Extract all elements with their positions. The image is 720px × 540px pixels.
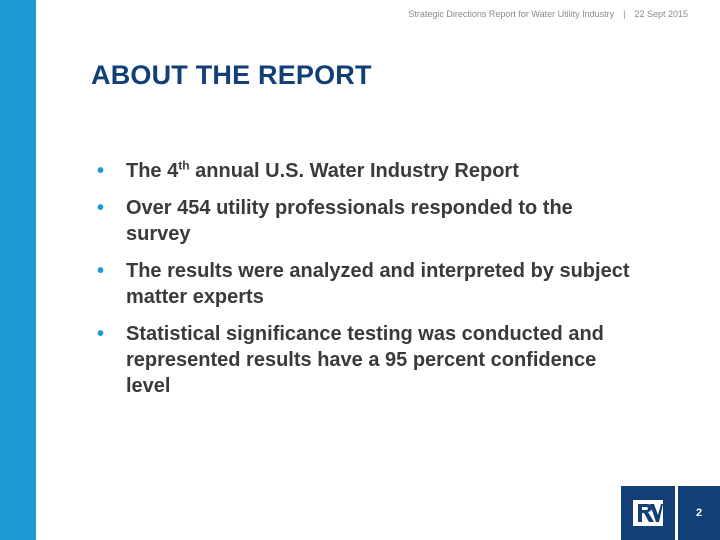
- bullet-text: The 4th annual U.S. Water Industry Report: [126, 158, 519, 182]
- bullet-text: Statistical significance testing was conducted and represented results have a 95 percent confidence level: [126, 323, 604, 397]
- page-number: 2: [695, 507, 703, 519]
- bv-logo-mark: [633, 500, 663, 526]
- report-name: Strategic Directions Report for Water Utility Industry: [408, 9, 615, 19]
- bullet-item: [97, 158, 637, 184]
- bullet-dot: •: [97, 260, 105, 282]
- bv-logo-icon: [633, 500, 663, 526]
- ordinal-suffix: th: [178, 158, 190, 173]
- bullet-item: [97, 195, 637, 247]
- page-number-box: [678, 486, 720, 540]
- bullet-dot: •: [97, 160, 105, 182]
- bullet-dot: •: [97, 197, 105, 219]
- header-line: [408, 9, 688, 19]
- bullet-list: [97, 158, 637, 410]
- company-logo: [621, 486, 675, 540]
- bullet-item: [97, 258, 637, 310]
- bullet-dot: •: [97, 323, 105, 345]
- report-date: 22 Sept 2015: [634, 9, 688, 19]
- slide-title: ABOUT THE REPORT: [91, 60, 372, 90]
- bullet-text: The results were analyzed and interpreted by subject matter experts: [126, 260, 630, 308]
- bullet-text: Over 454 utility professionals responded to the survey: [126, 197, 573, 245]
- side-accent-bar: [0, 0, 36, 540]
- bullet-item: [97, 321, 637, 399]
- header-separator: |: [623, 9, 626, 19]
